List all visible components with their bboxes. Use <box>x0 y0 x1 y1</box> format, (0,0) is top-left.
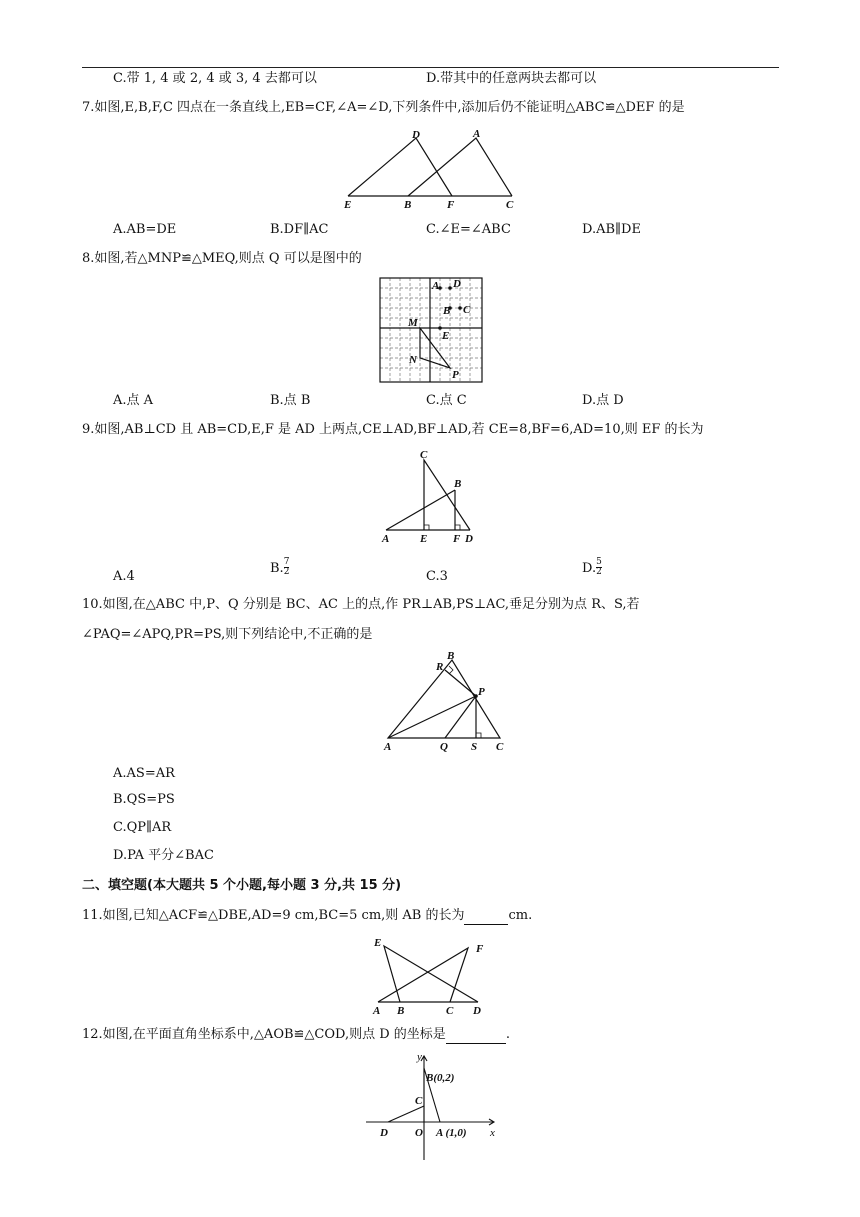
q7-option-c[interactable]: C.∠E=∠ABC <box>426 222 511 237</box>
q12-answer-blank[interactable] <box>446 1027 506 1044</box>
q11-answer-blank[interactable] <box>464 908 508 925</box>
q9-figure <box>378 446 482 548</box>
q9-label-c: C <box>420 449 428 461</box>
q10-label-a: A <box>384 741 392 753</box>
q11-label-b: B <box>397 1005 405 1016</box>
q8-label-b: B <box>443 305 451 317</box>
q12-stem <box>82 1027 510 1044</box>
q9-label-f: F <box>453 533 461 545</box>
q7-label-e: E <box>344 199 352 211</box>
q7-figure <box>340 124 530 212</box>
q7-stem: 7.如图,E,B,F,C 四点在一条直线上,EB=CF,∠A=∠D,下列条件中,添加后仍不能证明△ABC≌△DEF 的是 <box>82 100 685 115</box>
q9-option-b[interactable] <box>270 558 289 577</box>
q10-label-q: Q <box>440 741 448 753</box>
q11-figure <box>366 932 496 1016</box>
q11-label-c: C <box>446 1005 454 1016</box>
q10-label-b: B <box>447 650 455 662</box>
q10-label-s: S <box>471 741 478 753</box>
q7-option-b[interactable]: B.DF∥AC <box>270 222 329 237</box>
q10-label-r: R <box>436 661 444 673</box>
q11-stem <box>82 908 532 925</box>
q8-option-a[interactable]: A.点 A <box>113 393 154 408</box>
q10-label-p: P <box>478 686 485 698</box>
q12-label-o: O <box>415 1127 423 1139</box>
q10-stem-line2: ∠PAQ=∠APQ,PR=PS,则下列结论中,不正确的是 <box>82 627 373 642</box>
q8-option-b[interactable]: B.点 B <box>270 393 311 408</box>
q11-label-a: A <box>373 1005 381 1016</box>
q8-label-d: D <box>453 278 461 290</box>
q6-option-d[interactable]: D.带其中的任意两块去都可以 <box>426 71 597 86</box>
q9-option-c[interactable]: C.3 <box>426 569 448 584</box>
q10-option-d[interactable]: D.PA 平分∠BAC <box>113 848 214 863</box>
q8-label-n: N <box>409 354 417 366</box>
q9-label-e: E <box>420 533 428 545</box>
q12-stem-after: . <box>505 1027 510 1042</box>
q11-stem-before: 11.如图,已知△ACF≌△DBE,AD=9 cm,BC=5 cm,则 AB 的长为 <box>82 908 465 923</box>
header-rule <box>82 67 779 68</box>
q11-label-f: F <box>476 943 484 955</box>
q8-label-a: A <box>432 280 440 292</box>
q7-option-d[interactable]: D.AB∥DE <box>582 222 641 237</box>
q7-label-d: D <box>412 129 420 141</box>
q6-option-c[interactable]: C.带 1, 4 或 2, 4 或 3, 4 去都可以 <box>113 71 317 86</box>
q8-label-p: P <box>452 369 459 381</box>
q9-stem: 9.如图,AB⊥CD 且 AB=CD,E,F 是 AD 上两点,CE⊥AD,BF⊥AD,若 CE=8,BF=6,AD=10,则 EF 的长为 <box>82 422 704 437</box>
q12-label-d: D <box>380 1127 388 1139</box>
section-2-title: 二、填空题(本大题共 5 个小题,每小题 3 分,共 15 分) <box>82 878 402 893</box>
q12-label-c: C <box>415 1095 423 1107</box>
q10-option-a[interactable]: A.AS=AR <box>113 766 175 781</box>
q10-option-c[interactable]: C.QP∥AR <box>113 820 172 835</box>
q7-label-b: B <box>404 199 412 211</box>
q10-option-b[interactable]: B.QS=PS <box>113 792 175 807</box>
q8-grid-figure <box>378 276 484 384</box>
q9-label-a: A <box>382 533 390 545</box>
q9-label-b: B <box>454 478 462 490</box>
q12-axis-x: x <box>490 1127 495 1139</box>
q7-label-c: C <box>506 199 514 211</box>
q8-option-c[interactable]: C.点 C <box>426 393 467 408</box>
q11-stem-after: cm. <box>508 908 533 923</box>
q8-label-c: C <box>463 304 471 316</box>
q12-coordinate-figure <box>362 1050 500 1162</box>
q7-label-a: A <box>473 128 481 140</box>
q9-option-b-fraction: $\frac{7}{2}$ <box>283 557 290 577</box>
q10-figure <box>380 650 508 756</box>
q9-option-d-fraction: $\frac{5}{2}$ <box>596 557 602 577</box>
q8-stem: 8.如图,若△MNP≌△MEQ,则点 Q 可以是图中的 <box>82 251 362 266</box>
q12-label-b: B(0,2) <box>426 1072 455 1084</box>
q8-label-e: E <box>442 330 450 342</box>
q9-option-b-prefix: B. <box>270 561 284 576</box>
q8-option-d[interactable]: D.点 D <box>582 393 624 408</box>
q9-option-d-prefix: D. <box>582 561 597 576</box>
q9-option-d[interactable] <box>582 558 602 577</box>
q9-label-d: D <box>465 533 473 545</box>
q11-label-d: D <box>473 1005 481 1016</box>
q12-label-a: A (1,0) <box>436 1127 467 1139</box>
q7-label-f: F <box>447 199 455 211</box>
q9-option-a[interactable]: A.4 <box>113 569 135 584</box>
q10-stem-line1: 10.如图,在△ABC 中,P、Q 分别是 BC、AC 上的点,作 PR⊥AB,PS⊥AC,垂足分别为点 R、S,若 <box>82 597 640 612</box>
q12-stem-before: 12.如图,在平面直角坐标系中,△AOB≌△COD,则点 D 的坐标是 <box>82 1027 446 1042</box>
q10-label-c: C <box>496 741 504 753</box>
q11-label-e: E <box>374 937 382 949</box>
q12-axis-y: y <box>417 1051 422 1063</box>
q8-label-m: M <box>408 317 418 329</box>
q7-option-a[interactable]: A.AB=DE <box>113 222 177 237</box>
